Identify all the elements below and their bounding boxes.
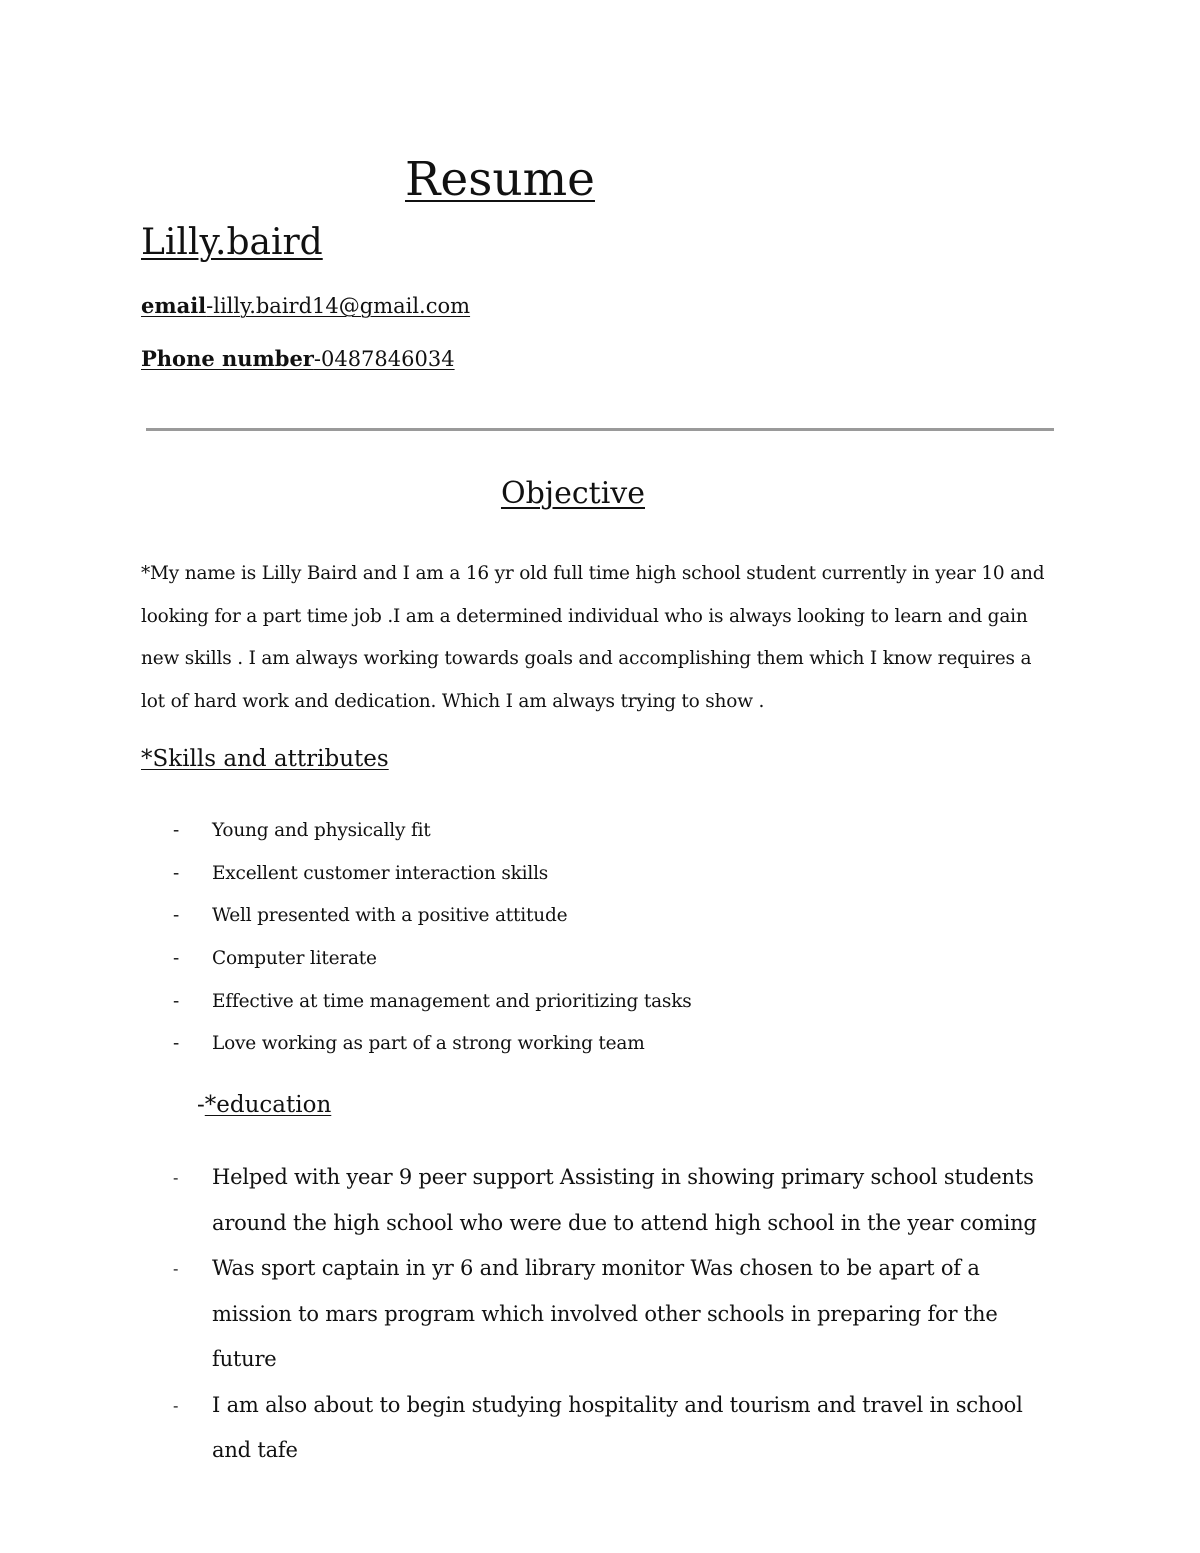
list-item xyxy=(0,1383,1062,1474)
email-label: email xyxy=(141,293,207,318)
horizontal-divider xyxy=(146,428,1054,431)
skill-text: Love working as part of a strong working team xyxy=(212,1033,645,1055)
applicant-name: Lilly.baird xyxy=(141,222,323,263)
skill-text: Computer literate xyxy=(212,948,377,970)
bullet-dash: - xyxy=(173,820,180,841)
skill-text: Young and physically fit xyxy=(212,820,431,841)
bullet-dash: - xyxy=(173,1259,179,1278)
skill-text: Effective at time management and prioritizing tasks xyxy=(212,990,692,1012)
education-text: Helped with year 9 peer support Assisting in showing primary school students around the high school who were due to attend high school in the year coming xyxy=(212,1165,1037,1235)
objective-paragraph: *My name is Lilly Baird and I am a 16 yr old full time high school student currently in year 10 and looking for a part time job .I am a determined individual who is always looking to learn and gain new skills . I am always working towards goals and accomplishing them which I know requires a lot of hard work and dedication. Which I am always trying to show . xyxy=(141,563,1045,712)
education-heading xyxy=(197,1091,331,1121)
list-item xyxy=(0,1246,1062,1383)
skill-text: Well presented with a positive attitude xyxy=(212,905,568,927)
phone-label: Phone number xyxy=(141,346,314,371)
bullet-dash: - xyxy=(173,905,180,927)
email-value: -lilly.baird14@gmail.com xyxy=(206,294,471,318)
education-text: Was sport captain in yr 6 and library monitor Was chosen to be apart of a mission to mars program which involved other schools in preparing for the future xyxy=(212,1256,998,1371)
education-text: I am also about to begin studying hospitality and tourism and travel in school and tafe xyxy=(212,1392,1023,1462)
list-item xyxy=(0,1155,1062,1246)
skill-text: Excellent customer interaction skills xyxy=(212,862,549,884)
education-list xyxy=(0,1155,1062,1474)
bullet-dash: - xyxy=(173,1168,179,1187)
education-heading-prefix: - xyxy=(197,1092,205,1118)
phone-line xyxy=(141,345,455,373)
bullet-dash: - xyxy=(173,862,180,884)
education-heading-text: *education xyxy=(204,1092,332,1118)
document-title: Resume xyxy=(405,152,595,207)
skills-heading: *Skills and attributes xyxy=(141,746,389,772)
bullet-dash: - xyxy=(173,948,180,970)
bullet-dash: - xyxy=(173,990,180,1012)
objective-heading: Objective xyxy=(500,476,645,511)
bullet-dash: - xyxy=(173,1395,179,1415)
bullet-dash: - xyxy=(173,1033,180,1055)
email-line xyxy=(141,292,470,320)
phone-value: -0487846034 xyxy=(313,347,455,371)
